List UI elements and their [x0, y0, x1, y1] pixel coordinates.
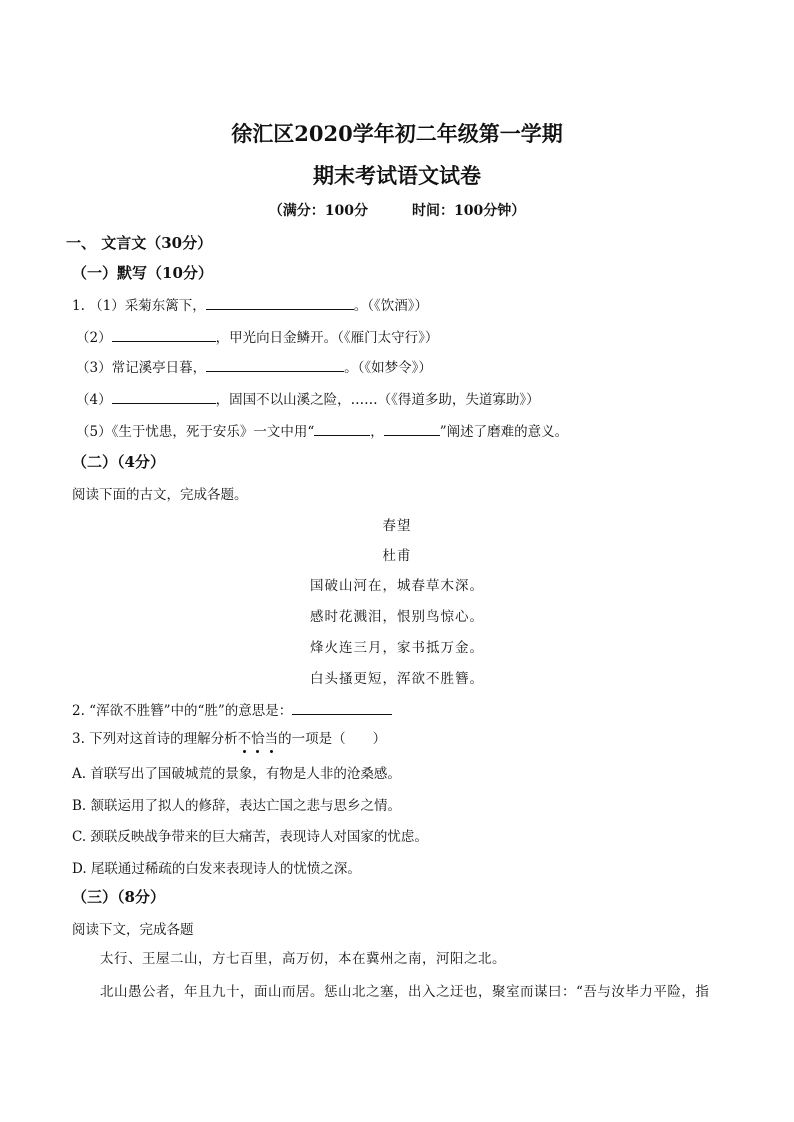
item-text: （4） [76, 392, 112, 408]
item-text: ， [370, 424, 384, 440]
item-text: 。（《如梦令》） [344, 360, 432, 376]
answer-blank[interactable] [292, 702, 392, 715]
sub3-intro: 阅读下文，完成各题 [72, 922, 194, 938]
recite-item-3 [76, 356, 432, 376]
poem-line-1: 国破山河在，城春草木深。 [310, 578, 484, 594]
item-text: （5）《生于忧患，死于安乐》一文中用“ [76, 424, 315, 440]
passage-para-2: 北山愚公者，年且九十，面山而居。惩山北之塞，出入之迂也，聚室而谋曰：“吾与汝毕力平险，指 [100, 984, 710, 1000]
recite-item-4 [76, 388, 540, 408]
sub1-heading: （一）默写（10分） [72, 264, 213, 282]
question-text: 3. 下列对这首诗的理解分析 [72, 731, 238, 747]
answer-blank[interactable] [206, 297, 354, 310]
part1-heading: 一、 文言文（30分） [66, 234, 213, 252]
poem-author: 杜甫 [382, 548, 412, 564]
question-3 [72, 727, 386, 747]
sub3-heading: （三）（8分） [72, 888, 165, 906]
poem-line-2: 感时花溅泪，恨别鸟惊心。 [310, 609, 484, 625]
answer-blank[interactable] [384, 423, 440, 436]
question-2 [72, 699, 392, 719]
poem-line-3: 烽火连三月，家书抵万金。 [310, 640, 484, 656]
exam-title-line2: 期末考试语文试卷 [313, 163, 481, 188]
time-info: 时间：100分钟） [412, 203, 526, 219]
item-text: （2） [76, 330, 112, 346]
item-text: ，甲光向日金鳞开。（《雁门太守行》） [215, 330, 439, 346]
poem-title: 春望 [382, 518, 412, 534]
recite-item-2 [76, 326, 438, 346]
answer-blank[interactable] [112, 391, 216, 404]
score-info: （满分：100分 [268, 203, 368, 219]
question-text: 2. “浑欲不胜簪”中的“胜”的意思是： [72, 703, 293, 719]
item-text: （3）常记溪亭日暮， [76, 360, 207, 376]
item-text: 。（《饮酒》） [353, 298, 429, 314]
answer-blank[interactable] [112, 329, 216, 342]
passage-para-1: 太行、王屋二山，方七百里，高万仞，本在冀州之南，河阳之北。 [100, 951, 506, 967]
question-text: 的一项是（ ） [278, 731, 387, 747]
poem-line-4: 白头搔更短，浑欲不胜簪。 [310, 671, 484, 687]
emphasis-char: 恰 [251, 731, 265, 747]
exam-title-line1: 徐汇区2020学年初二年级第一学期 [231, 121, 563, 146]
exam-info [0, 200, 794, 220]
answer-blank[interactable] [206, 359, 344, 372]
option-c[interactable]: C. 颈联反映战争带来的巨大痛苦，表现诗人对国家的忧虑。 [72, 829, 428, 845]
emphasis-char: 当 [264, 731, 279, 747]
item-text: 1. （1）采菊东篱下， [72, 298, 206, 314]
answer-blank[interactable] [314, 423, 370, 436]
option-d[interactable]: D. 尾联通过稀疏的白发来表现诗人的忧愤之深。 [72, 861, 361, 877]
emphasis-char: 不 [237, 731, 252, 747]
recite-item-1 [72, 294, 428, 314]
sub2-heading: （二）（4分） [72, 453, 165, 471]
recite-item-5 [76, 420, 568, 440]
item-text: ，固国不以山溪之险，……（《得道多助，失道寡助》） [215, 392, 540, 408]
option-b[interactable]: B. 颔联运用了拟人的修辞，表达亡国之悲与思乡之情。 [72, 798, 402, 814]
sub2-intro: 阅读下面的古文，完成各题。 [72, 487, 248, 503]
option-a[interactable]: A. 首联写出了国破城荒的景象，有物是人非的沧桑感。 [72, 766, 401, 782]
item-text: ”阐述了磨难的意义。 [439, 424, 569, 440]
